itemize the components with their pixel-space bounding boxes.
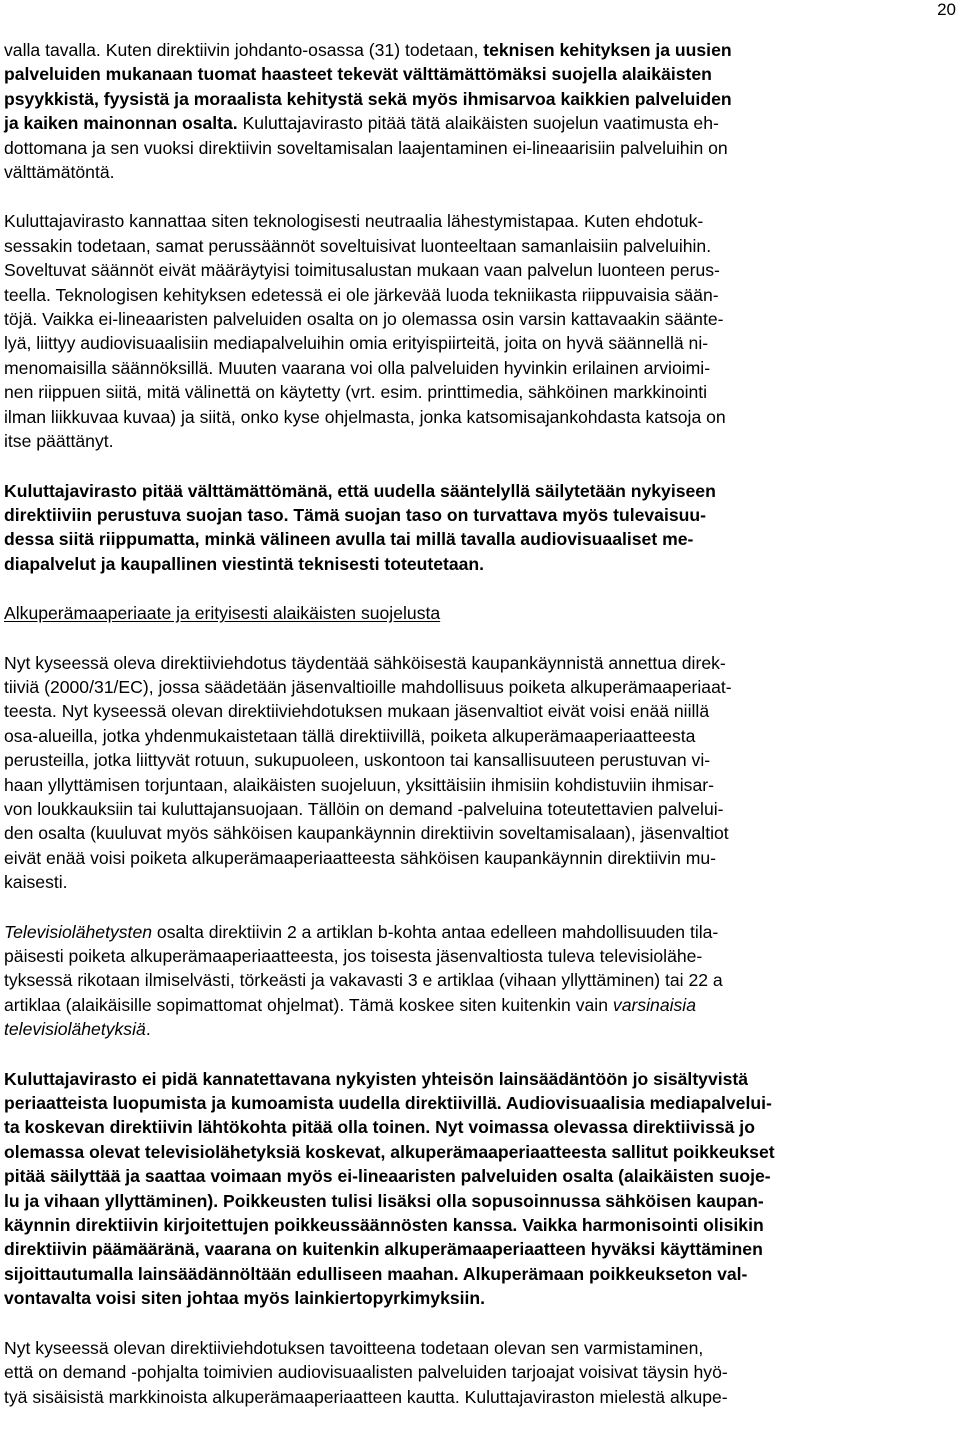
text-line: sessakin todetaan, samat perussäännöt soveltuisivat luonteeltaan samanlaisiin palveluihin. <box>4 235 712 256</box>
document-body <box>4 38 956 1409</box>
bold-line: vontavalta voisi siten johtaa myös lainkiertopyrkimyksiin. <box>4 1288 486 1309</box>
text-line: Nyt kyseessä olevan direktiiviehdotuksen tavoitteena todetaan olevan sen varmistaminen, <box>4 1337 704 1358</box>
bold-line: diapalvelut ja kaupallinen viestintä teknisesti toteutetaan. <box>4 553 485 574</box>
italic-run: varsinaisia <box>612 994 697 1015</box>
text-run: valla tavalla. Kuten direktiivin johdanto-osassa (31) todetaan, <box>4 40 484 60</box>
bold-line: periaatteista luopumista ja kumoamista uudella direktiivillä. Audiovisuaalisia mediapalvelui- <box>4 1093 772 1114</box>
bold-line: direktiivin päämääränä, vaarana on kuitenkin alkuperämaaperiaatteen hyväksi käyttäminen <box>4 1239 763 1260</box>
italic-run: Televisiolähetysten <box>4 921 153 942</box>
text-line: teesta. Nyt kyseessä olevan direktiiviehdotuksen mukaan jäsenvaltiot eivät voisi enää niillä <box>4 701 710 722</box>
text-run: artiklaa (alaikäisille sopimattomat ohjelmat). Tämä koskee siten kuitenkin vain <box>4 994 613 1015</box>
text-line: menomaisilla säännöksillä. Muuten vaarana voi olla palveluiden hyvinkin erilainen arvioimi- <box>4 357 711 378</box>
bold-line: psyykkistä, fyysistä ja moraalista kehitystä sekä myös ihmisarvoa kaikkien palveluiden <box>4 88 732 109</box>
text-line <box>4 38 956 62</box>
text-line: itse päättänyt. <box>4 431 114 452</box>
bold-line: lu ja vihaan yllyttäminen). Poikkeusten tulisi lisäksi olla sopusoinnussa sähköisen kaupan- <box>4 1190 764 1211</box>
bold-line: käynnin direktiivin kirjoitettujen poikkeussäännösten kanssa. Vaikka harmonisointi olisikin <box>4 1215 764 1236</box>
text-line: tyksessä rikotaan ilmiselvästi, törkeästi ja vakavasti 3 e artiklaa (vihaan yllyttäminen) tai 22 a <box>4 970 723 991</box>
bold-line: direktiiviin perustuva suojan taso. Tämä suojan taso on turvattava myös tulevaisuu- <box>4 504 706 525</box>
section-heading <box>4 601 956 625</box>
text-line <box>4 920 956 944</box>
text-line: den osalta (kuuluvat myös sähköisen kaupankäynnin direktiivin soveltamisalaan), jäsenvaltiot <box>4 823 729 844</box>
bold-line: olemassa olevat televisiolähetyksiä koskevat, alkuperämaaperiaatteesta sallitut poikkeukset <box>4 1141 775 1162</box>
text-line <box>4 1017 956 1041</box>
text-line: kaisesti. <box>4 872 68 893</box>
bold-line: ta koskevan direktiivin lähtökohta pitää olla toinen. Nyt voimassa olevassa direktiivissä jo <box>4 1117 755 1138</box>
text-line: tiiviä (2000/31/EC), jossa säädetään jäsenvaltioille mahdollisuus poiketa alkuperämaaperiaat- <box>4 676 732 697</box>
text-line: lyä, liittyy audiovisuaalisiin mediapalveluihin omia erityispiirteitä, joita on hyvä säännellä ni- <box>4 333 709 354</box>
text-line: dottomana ja sen vuoksi direktiivin soveltamisalan laajentaminen ei-lineaarisiin palveluihin on <box>4 137 728 158</box>
italic-run: televisiolähetyksiä <box>4 1019 146 1040</box>
bold-line: Kuluttajavirasto pitää välttämättömänä, että uudella sääntelyllä säilytetään nykyiseen <box>4 480 716 501</box>
text-line: eivät enää voisi poiketa alkuperämaaperiaatteesta sähköisen kaupankäynnin direktiivin mu- <box>4 847 716 868</box>
paragraph-4 <box>4 651 956 895</box>
bold-line: Kuluttajavirasto ei pidä kannatettavana nykyisten yhteisön lainsäädäntöön jo sisältyvistä <box>4 1068 749 1089</box>
paragraph-6 <box>4 1067 956 1311</box>
text-line: ilman liikkuvaa kuvaa) ja siitä, onko kyse ohjelmasta, jonka katsomisajankohdasta katsoja on <box>4 406 726 427</box>
bold-line: palveluiden mukanaan tuomat haasteet tekevät välttämättömäksi suojella alaikäisten <box>4 64 712 85</box>
text-line: päisesti poiketa alkuperämaaperiaatteesta, jos toisesta jäsenvaltiosta tuleva televisiolähe- <box>4 946 703 966</box>
text-line: haan yllyttämisen torjuntaan, alaikäisten suojeluun, yksittäisiin ihmisiin kohdistuviin ihmisar- <box>4 774 714 795</box>
text-line: nen riippuen siitä, mitä välinettä on käytetty (vrt. esim. printtimedia, sähköinen markkinointi <box>4 382 708 403</box>
paragraph-1 <box>4 38 956 184</box>
text-line: töjä. Vaikka ei-lineaaristen palveluiden osalta on jo olemassa osin varsin kattavaakin säänte- <box>4 309 724 330</box>
text-line: Nyt kyseessä oleva direktiiviehdotus täydentää sähköisestä kaupankäynnistä annettua direk- <box>4 652 726 673</box>
text-line: teella. Teknologisen kehityksen edetessä ei ole järkevää luoda tekniikasta riippuvaisia sään- <box>4 284 719 305</box>
bold-run: teknisen kehityksen ja uusien <box>483 40 732 60</box>
bold-line: sijoittautumalla lainsäädännöltään edulliseen maahan. Alkuperämaan poikkeukseton val- <box>4 1263 748 1284</box>
text-line: osa-alueilla, jotka yhdenmukaistetaan tällä direktiivillä, poiketa alkuperämaaperiaatteesta <box>4 725 696 746</box>
paragraph-3 <box>4 479 956 577</box>
text-line: tyä sisäisistä markkinoista alkuperämaaperiaatteen kautta. Kuluttajaviraston mielestä alkupe- <box>4 1386 728 1407</box>
text-run: . <box>145 1019 151 1040</box>
text-line: von loukkauksiin tai kuluttajansuojaan. Tällöin on demand -palveluina toteutettavien palvelui- <box>4 798 724 819</box>
text-line: Soveltuvat säännöt eivät määräytyisi toimitusalustan mukaan vaan palvelun luonteen perus- <box>4 260 720 281</box>
bold-line: dessa siitä riippumatta, minkä välineen avulla tai millä tavalla audiovisuaaliset me- <box>4 529 694 550</box>
text-line: Kuluttajavirasto kannattaa siten teknologisesti neutraalia lähestymistapaa. Kuten ehdotuk- <box>4 211 704 232</box>
text-run: osalta direktiivin 2 a artiklan b-kohta antaa edelleen mahdollisuuden tila- <box>152 921 719 942</box>
text-line: välttämätöntä. <box>4 162 115 183</box>
text-line: että on demand -pohjalta toimivien audiovisuaalisten palveluiden tarjoajat voisivat täysin hyö- <box>4 1362 728 1383</box>
text-line <box>4 993 956 1017</box>
text-line: perusteilla, jotka liittyvät rotuun, sukupuoleen, uskontoon tai kansallisuuteen perustuvan vi- <box>4 750 711 771</box>
paragraph-2 <box>4 209 956 453</box>
paragraph-5 <box>4 920 956 1042</box>
heading-text: Alkuperämaaperiaate ja erityisesti alaikäisten suojelusta <box>4 603 441 624</box>
bold-run: ja kaiken mainonnan osalta. <box>4 113 238 134</box>
page-number: 20 <box>937 0 956 19</box>
text-run: Kuluttajavirasto pitää tätä alaikäisten suojelun vaatimusta eh- <box>237 113 719 134</box>
text-line <box>4 111 956 135</box>
bold-line: pitää säilyttää ja saattaa voimaan myös ei-lineaaristen palveluiden osalta (alaikäisten suoje- <box>4 1166 771 1187</box>
paragraph-7 <box>4 1336 956 1409</box>
